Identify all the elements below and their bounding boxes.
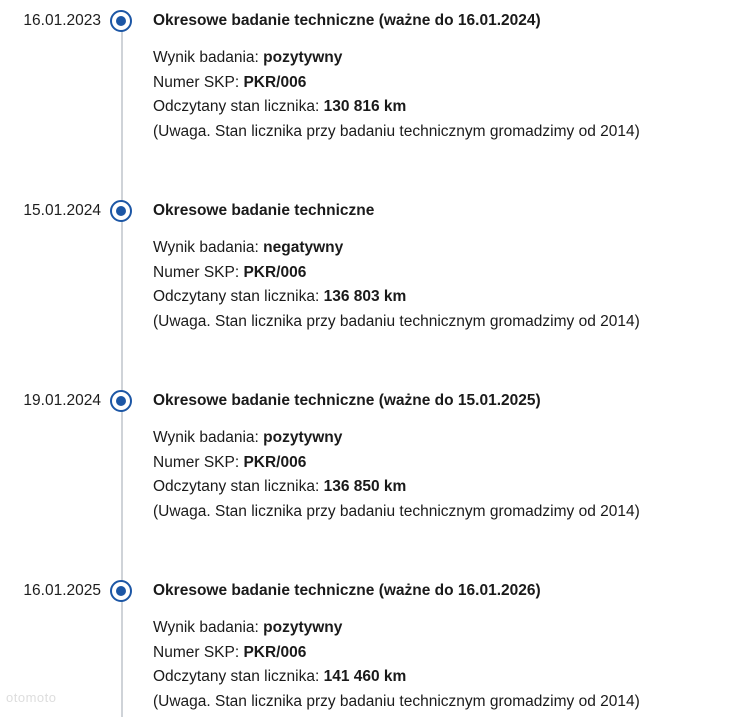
odometer-line (153, 475, 728, 500)
skp-line (153, 71, 728, 96)
entry-date: 16.01.2025 (23, 582, 101, 599)
entry-body (153, 581, 728, 715)
odometer-note: (Uwaga. Stan licznika przy badaniu technicznym gromadzimy od 2014) (153, 693, 640, 711)
skp-value: PKR/006 (243, 453, 307, 471)
entry-body (153, 391, 728, 525)
skp-label: Numer SKP: (153, 643, 240, 661)
entry-title: Okresowe badanie techniczne (ważne do 16.01.2026) (153, 582, 541, 599)
skp-value: PKR/006 (243, 263, 307, 281)
skp-label: Numer SKP: (153, 73, 240, 91)
result-value: pozytywny (263, 619, 343, 636)
timeline-dot-icon (110, 200, 132, 222)
entry-date: 15.01.2024 (23, 202, 101, 219)
odometer-line (153, 285, 728, 310)
result-value: pozytywny (263, 429, 343, 446)
odometer-note: (Uwaga. Stan licznika przy badaniu technicznym gromadzimy od 2014) (153, 313, 640, 331)
result-label: Wynik badania: (153, 619, 259, 636)
odometer-value: 141 460 km (323, 668, 407, 686)
entry-title: Okresowe badanie techniczne (ważne do 15.01.2025) (153, 392, 541, 409)
odometer-line (153, 95, 728, 120)
timeline-dot-icon (110, 10, 132, 32)
result-line (153, 426, 728, 451)
odometer-value: 136 850 km (323, 478, 407, 496)
result-label: Wynik badania: (153, 429, 259, 446)
skp-line (153, 451, 728, 476)
entry-title: Okresowe badanie techniczne (ważne do 16.01.2024) (153, 12, 541, 29)
result-value: negatywny (263, 239, 344, 256)
skp-line (153, 641, 728, 666)
watermark: otomoto (6, 690, 57, 705)
result-line (153, 616, 728, 641)
entry-body (153, 201, 728, 335)
entry-date: 19.01.2024 (23, 392, 101, 409)
odometer-note: (Uwaga. Stan licznika przy badaniu technicznym gromadzimy od 2014) (153, 123, 640, 141)
odometer-label: Odczytany stan licznika: (153, 288, 320, 306)
skp-label: Numer SKP: (153, 453, 240, 471)
result-label: Wynik badania: (153, 239, 259, 256)
timeline-line (121, 12, 123, 717)
result-label: Wynik badania: (153, 49, 259, 66)
odometer-note: (Uwaga. Stan licznika przy badaniu technicznym gromadzimy od 2014) (153, 503, 640, 521)
skp-label: Numer SKP: (153, 263, 240, 281)
skp-line (153, 261, 728, 286)
entry-title: Okresowe badanie techniczne (153, 202, 375, 219)
entry-date: 16.01.2023 (23, 12, 101, 29)
entry-body (153, 11, 728, 145)
skp-value: PKR/006 (243, 643, 307, 661)
odometer-value: 130 816 km (323, 98, 407, 116)
skp-value: PKR/006 (243, 73, 307, 91)
odometer-label: Odczytany stan licznika: (153, 98, 320, 116)
result-line (153, 236, 728, 261)
timeline-dot-icon (110, 390, 132, 412)
odometer-value: 136 803 km (323, 288, 407, 306)
result-value: pozytywny (263, 49, 343, 66)
odometer-label: Odczytany stan licznika: (153, 478, 320, 496)
timeline-dot-icon (110, 580, 132, 602)
result-line (153, 46, 728, 71)
odometer-label: Odczytany stan licznika: (153, 668, 320, 686)
odometer-line (153, 665, 728, 690)
